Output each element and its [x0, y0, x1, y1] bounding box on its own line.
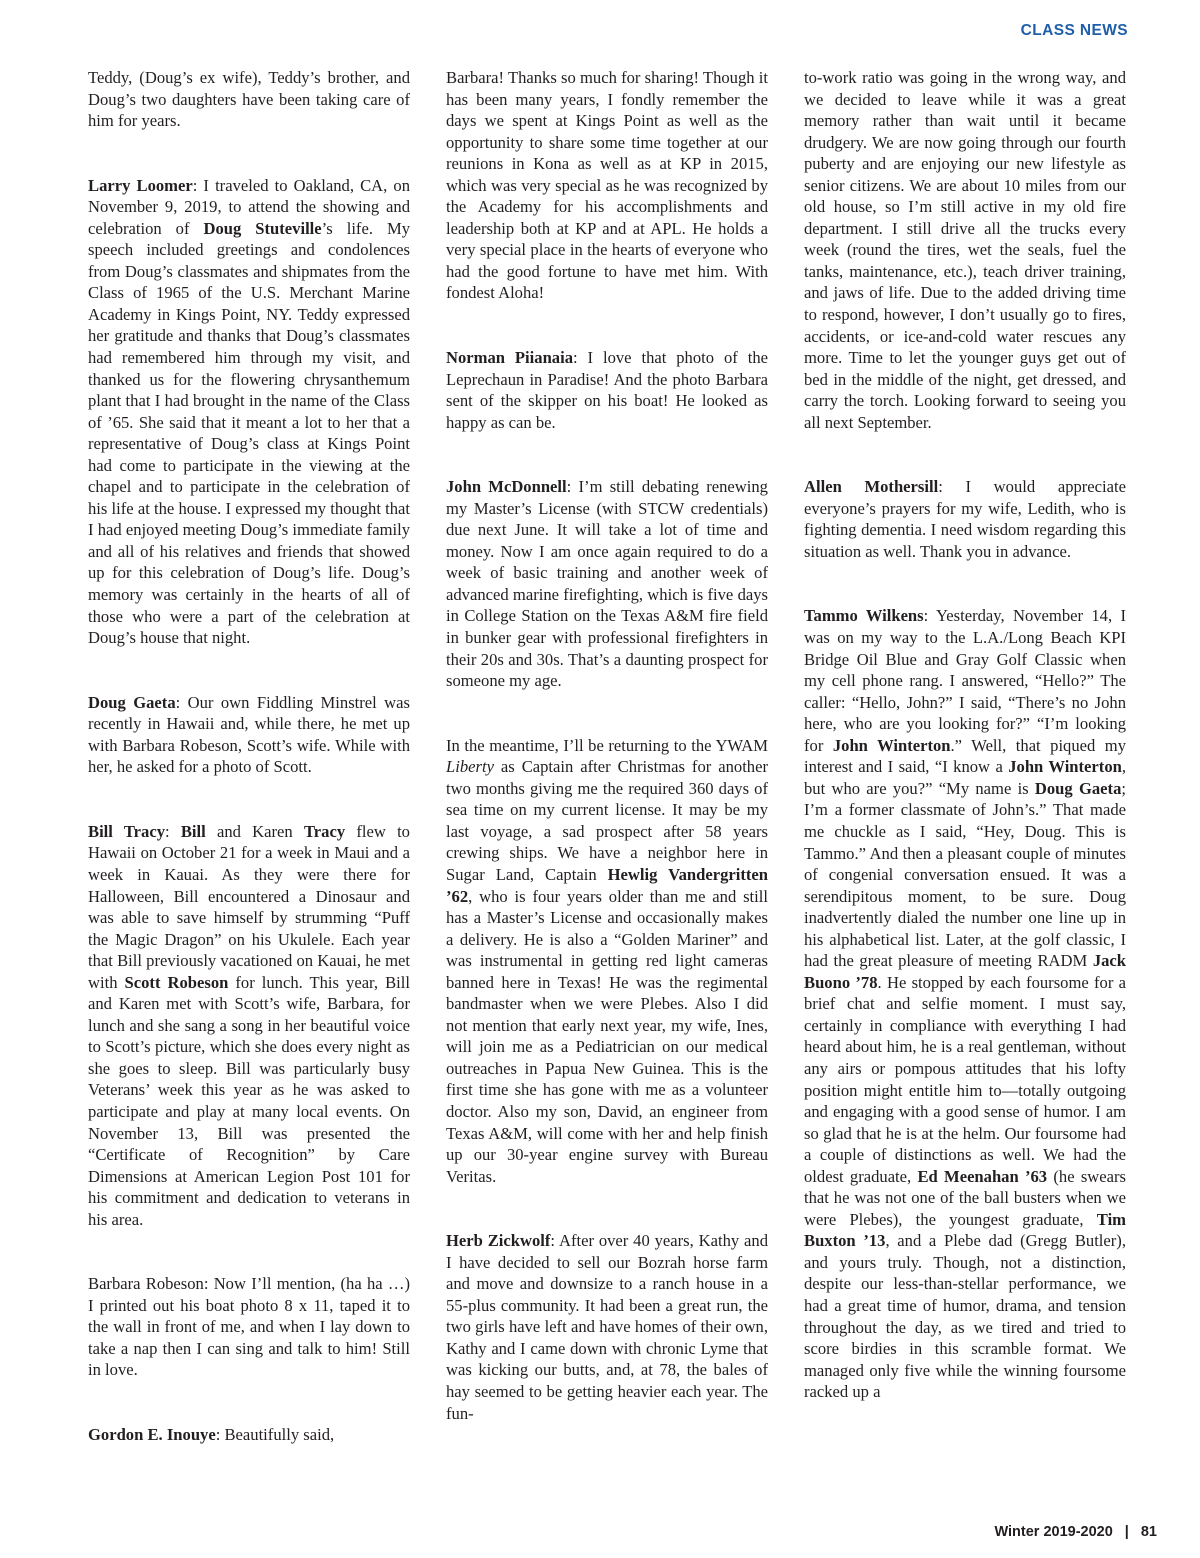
paragraph-barbara-robeson: Barbara Robeson: Now I’ll mention, (ha ha …) I printed out his boat photo 8 x 11, taped it to the wall in front of me, and when I lay down to take a nap then I can sing and talk to him! Still in love. — [88, 1274, 410, 1380]
ship-name: Liberty — [446, 757, 494, 777]
column-3 — [804, 67, 1126, 1446]
paragraph-allen-mothersill: Allen Mothersill: I would appreciate everyone’s prayers for my wife, Ledith, who is fighting dementia. I need wisdom regarding this situation as well. Thank you in advance. — [804, 477, 1126, 561]
author-name: Gordon E. Inouye — [88, 1424, 216, 1444]
page-number: 81 — [1140, 1524, 1157, 1540]
author-name: Larry Loomer — [88, 175, 193, 195]
person-name: Tim Buxton ’13 — [804, 1209, 1126, 1251]
paragraph-meantime: In the meantime, I’ll be returning to the YWAM Liberty as Captain after Christmas for another two months giving me the required 360 days of sea time on my current license. It may be my last voyage, a sad prospect after 58 years crewing ships. We have a neighbor here in Sugar Land, Captain Hewlig Vandergritten ’62, who is four years older than me and still has a Master’s License and occasionally makes a delivery. He is also a “Golden Mariner” and was instrumental in getting red light cameras banned here in Texas! He was the regimental bandmaster when we were Plebes. Also I did not mention that early next year, my wife, Ines, will join me as a Pediatrician on our medical outreaches in Papua New Guinea. This is the first time she has gone with me as a volunteer doctor. Also my son, David, an engineer from Texas A&M, will come with her and help finish up our 30-year engine survey with Bureau Veritas. — [446, 735, 768, 1186]
paragraph-herb-zickwolf: Herb Zickwolf: After over 40 years, Kathy and I have decided to sell our Bozrah horse farm and move and downsize to a ranch house in a 55-plus community. It had been a great run, the two girls have left and have homes of their own, Kathy and I came down with chronic Lyme that was kicking our butts, and, at 78, the bales of hay seemed to be getting heavier each year. The fun- — [446, 1231, 768, 1423]
paragraph-larry-loomer: Larry Loomer: I traveled to Oakland, CA, on November 9, 2019, to attend the showing and celebration of Doug Stuteville’s life. My speech included greetings and condolences from Doug’s classmates and shipmates from the Class of 1965 of the U.S. Merchant Marine Academy in Kings Point, NY. Teddy expressed her gratitude and thanks that Doug’s classmates had remembered him through my visit, and thanked us for the flowering chrysanthemum plant that I had brought in the name of the Class of ’65. She said that it meant a lot to her that a representative of Doug’s class at Kings Point had come to participate in the viewing at the chapel and to participate in the celebration of his life at the house. I expressed my thought that I had enjoyed meeting Doug’s immediate family and all of his relatives and friends that showed up for this celebration of Doug’s life. Doug’s memory was certainly in the hearts of all of those who were a part of the celebration at Doug’s house that night. — [88, 175, 410, 648]
paragraph-barbara-thanks: Barbara! Thanks so much for sharing! Though it has been many years, I fondly remember the days we spent at Kings Point as well as the opportunity to share some time together at our reunions in Kona as well as at KP in 2015, which was very special as he was recognized by the Academy for his accomplishments and leadership both at KP and at APL. He holds a very special place in the hearts of everyone who had the good fortune to have met him. With fondest Aloha! — [446, 68, 768, 303]
column-1 — [88, 67, 410, 1489]
paragraph-gordon-inouye: Gordon E. Inouye: Beautifully said, — [88, 1424, 335, 1444]
issue-label: Winter 2019-2020 — [994, 1524, 1113, 1540]
author-name: Doug Gaeta — [88, 692, 176, 712]
person-name: John Winterton — [1008, 757, 1122, 777]
person-name: Hewlig Vandergritten ’62 — [446, 864, 768, 906]
paragraph-bill-tracy: Bill Tracy: Bill and Karen Tracy flew to Hawaii on October 21 for a week in Maui and a week in Kauai. As they were there for Halloween, Bill encountered a Dinosaur and was able to save himself by strumming “Puff the Magic Dragon” on his Ukulele. Each year that Bill previously vacationed on Kauai, he met with Scott Robeson for lunch. This year, Bill and Karen met with Scott’s wife, Barbara, for lunch and she sang a song in her beautiful voice to Scott’s picture, which she does every night as she goes to sleep. Bill was particularly busy Veterans’ week this year as he was asked to participate and play at many local events. On November 13, Bill was presented the “Certificate of Recognition” by Care Dimensions at American Legion Post 101 for his commitment and dedication to veterans in his area. — [88, 821, 410, 1229]
footer-separator: | — [1124, 1524, 1129, 1540]
paragraph-doug-gaeta: Doug Gaeta: Our own Fiddling Minstrel was recently in Hawaii and, while there, he met up with Barbara Robeson, Scott’s wife. While with her, he asked for a photo of Scott. — [88, 692, 410, 777]
author-name: Herb Zickwolf — [446, 1231, 551, 1251]
author-name: Tammo Wilkens — [804, 606, 924, 626]
page-footer — [994, 1524, 1157, 1540]
author-name: Bill Tracy — [88, 821, 165, 841]
person-name: Jack Buono ’78 — [804, 951, 1126, 992]
person-name: Doug Stuteville — [203, 218, 322, 238]
author-name: John McDonnell — [446, 477, 567, 497]
person-name: John Winterton — [832, 735, 951, 755]
person-name: Ed Meenahan ’63 — [917, 1166, 1048, 1186]
person-name: Scott Robeson — [124, 972, 229, 992]
column-2 — [446, 67, 768, 1467]
paragraph-john-mcdonnell: John McDonnell: I’m still debating renewing my Master’s License (with STCW credentials) due next June. It will take a lot of time and money. Now I am once again required to do a week of basic training and another week of advanced marine firefighting, which is five days in College Station on the Texas A&M fire field in bunker gear with professional firefighters in their 20s and 30s. That’s a daunting prospect for someone my age. — [446, 477, 768, 691]
paragraph-teddy: Teddy, (Doug’s ex wife), Teddy’s brother, and Doug’s two daughters have been taking care of him for years. — [88, 68, 410, 131]
section-header: CLASS NEWS — [1020, 22, 1128, 39]
author-name: Allen Mothersill — [804, 477, 939, 497]
paragraph-norman-piianaia: Norman Piianaia: I love that photo of the Leprechaun in Paradise! And the photo Barbara sent of the skipper on his boat! He looked as happy as can be. — [446, 348, 768, 432]
paragraph-herb-continued: to-work ratio was going in the wrong way, and we decided to leave while it was a great memory rather than wait until it became drudgery. We are now going through our fourth puberty and are enjoying our new lifestyle as senior citizens. We are about 10 miles from our old house, so I’m still active in my old fire department. I still drive all the trucks every week (round the tires, wet the seals, fuel the tanks, maintenance, etc.), teach driver training, and jaws of life. Due to the added driving time to respond, however, I don’t usually go to fires, accidents, or ice-and-cold water rescues any more. Time to let the younger guys get out of bed in the middle of the night, get dressed, and carry the torch. Looking forward to seeing you all next September. — [804, 68, 1126, 432]
author-name: Norman Piianaia — [446, 348, 573, 368]
person-name: Bill — [180, 821, 206, 841]
person-name: Tracy — [303, 821, 346, 841]
paragraph-tammo-wilkens: Tammo Wilkens: Yesterday, November 14, I was on my way to the L.A./Long Beach KPI Bridge Oil Blue and Gray Golf Classic when my cell phone rang. I answered, “Hello?” The caller: “Hello, John?” I said, “There’s no John here, who are you looking for?” “I’m looking for John Winterton.” Well, that piqued my interest and I said, “I know a John Winterton, but who are you?” “My name is Doug Gaeta; I’m a former classmate of John’s.” That made me chuckle as I said, “Hey, Doug. This is Tammo.” And then a pleasant couple of minutes of congenial conversation ensued. It was a serendipitous moment, to be sure. Doug inadvertently dialed the number one line up in his alphabetical list. Later, at the golf classic, I had the great pleasure of meeting RADM Jack Buono ’78. He stopped by each foursome for a brief chat and selfie moment. I must say, certainly in compliance with everything I had heard about him, he is a real gentleman, without any airs or pompous attitudes that his lofty position might entitle him to—totally outgoing and engaging with a good sense of humor. I am so glad that he is at the helm. Our foursome had a couple of distinctions as well. We had the oldest graduate, Ed Meenahan ’63 (he swears that he was not one of the ball busters when we were Plebes), the youngest graduate, Tim Buxton ’13, and a Plebe dad (Gregg Butler), and yours truly. Though, not a distinction, despite our less-than-stellar performance, we had a great time of humor, drama, and tension throughout the day, as we tired and tried to score birdies in this scramble format. We managed only five while the winning foursome racked up a — [804, 606, 1127, 1402]
person-name: Doug Gaeta — [1034, 778, 1122, 798]
